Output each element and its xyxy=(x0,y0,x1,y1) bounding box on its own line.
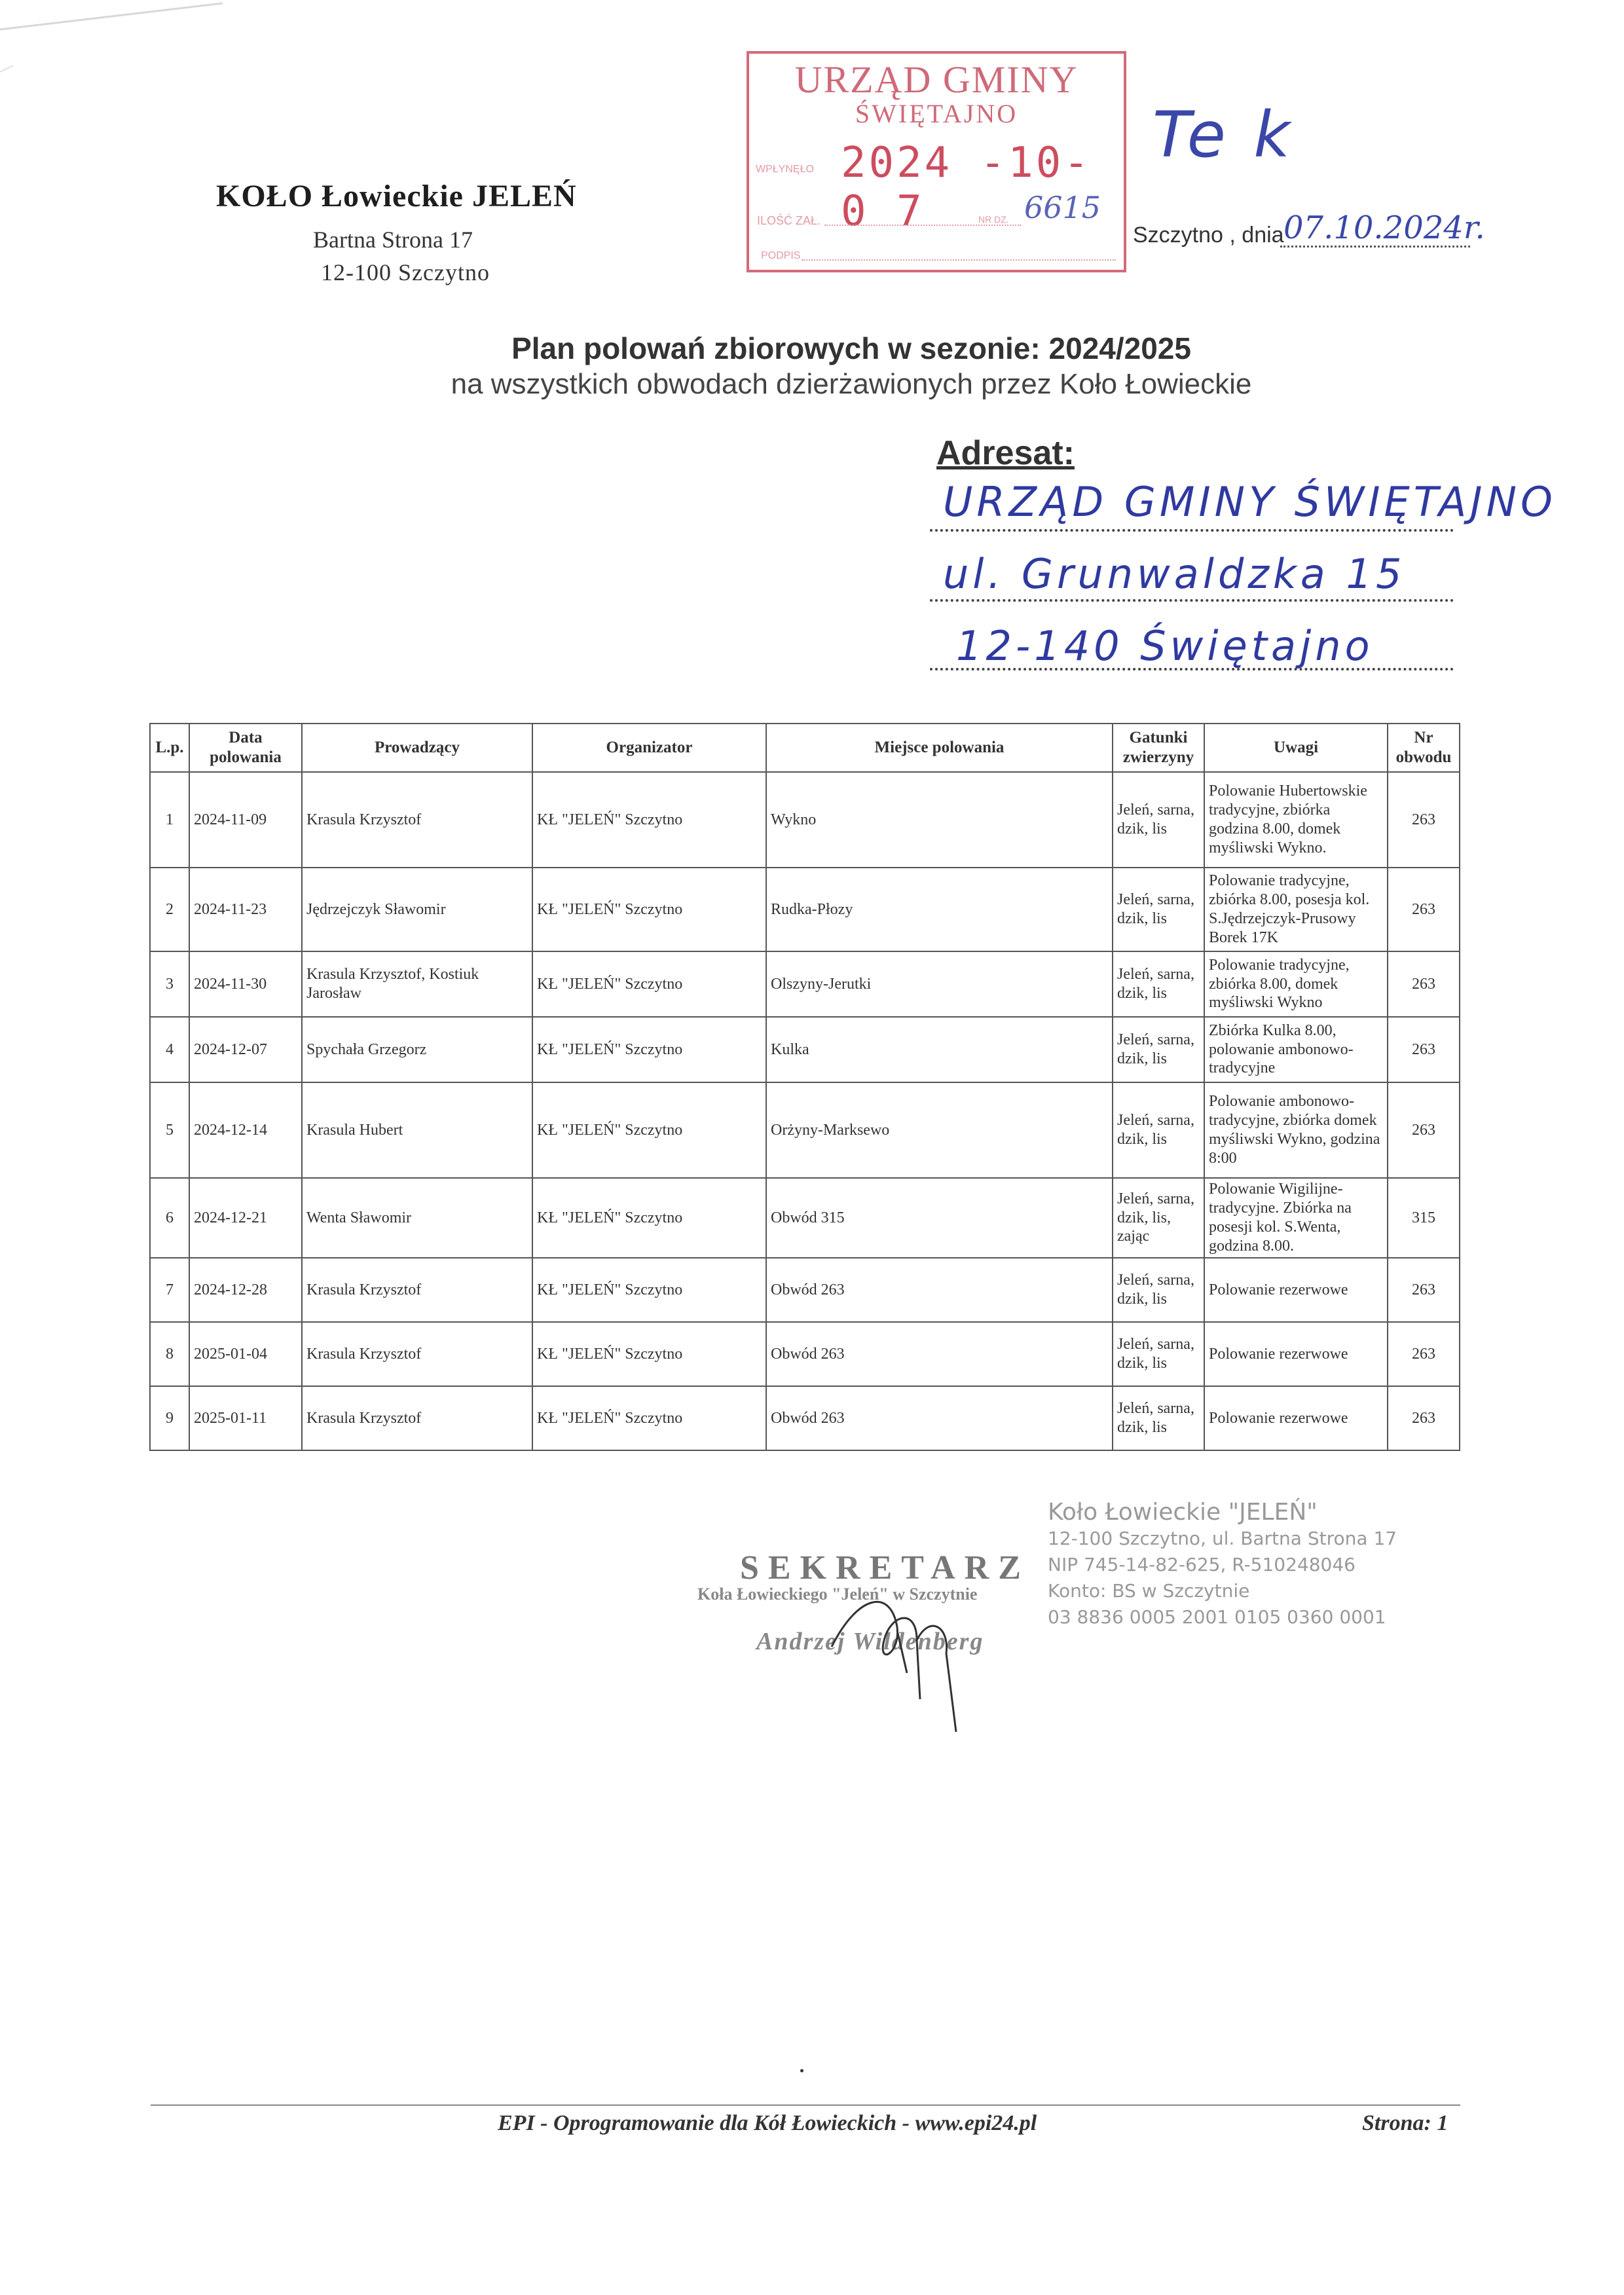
stamp-signature-label: PODPIS xyxy=(761,250,801,261)
cell-organizer: KŁ "JELEŃ" Szczytno xyxy=(532,868,766,951)
handwritten-reference: Te k xyxy=(1153,98,1294,172)
table-row xyxy=(150,951,1460,1017)
cell-notes: Polowanie rezerwowe xyxy=(1204,1322,1388,1386)
cell-species: Jeleń, sarna, dzik, lis xyxy=(1113,951,1204,1017)
stamp-number-label: NR DZ. xyxy=(978,214,1009,225)
header-date: Data polowania xyxy=(189,724,302,772)
cell-place: Obwód 263 xyxy=(766,1322,1113,1386)
cell-leader: Krasula Hubert xyxy=(302,1082,532,1178)
header-species: Gatunki zwierzyny xyxy=(1113,724,1204,772)
cell-species: Jeleń, sarna, dzik, lis xyxy=(1113,1017,1204,1082)
cell-district: 263 xyxy=(1388,772,1460,868)
document-subtitle: na wszystkich obwodach dzierżawionych przez Koło Łowieckie xyxy=(451,368,1252,400)
cell-organizer: KŁ "JELEŃ" Szczytno xyxy=(532,1017,766,1082)
cell-lp: 1 xyxy=(150,772,189,868)
cell-lp: 6 xyxy=(150,1178,189,1258)
cell-organizer: KŁ "JELEŃ" Szczytno xyxy=(532,1178,766,1258)
cell-date: 2024-11-09 xyxy=(189,772,302,868)
cell-organizer: KŁ "JELEŃ" Szczytno xyxy=(532,1082,766,1178)
table-row xyxy=(150,772,1460,868)
club-stamp-nip: NIP 745-14-82-625, R-510248046 xyxy=(1048,1554,1356,1575)
cell-notes: Polowanie rezerwowe xyxy=(1204,1386,1388,1450)
club-stamp-name: Koło Łowieckie "JELEŃ" xyxy=(1048,1499,1318,1526)
cell-date: 2024-12-21 xyxy=(189,1178,302,1258)
club-name: KOŁO Łowieckie JELEŃ xyxy=(216,179,577,213)
cell-species: Jeleń, sarna, dzik, lis xyxy=(1113,868,1204,951)
header-district: Nr obwodu xyxy=(1388,724,1460,772)
club-street: Bartna Strona 17 xyxy=(313,227,473,253)
cell-notes: Polowanie rezerwowe xyxy=(1204,1258,1388,1322)
cell-notes: Polowanie Hubertowskie tradycyjne, zbiórka godzina 8.00, domek myśliwski Wykno. xyxy=(1204,772,1388,868)
cell-leader: Jędrzejczyk Sławomir xyxy=(302,868,532,951)
addressee-dotted-line-3 xyxy=(930,668,1454,670)
cell-date: 2025-01-04 xyxy=(189,1322,302,1386)
addressee-line-3: 12-140 Świętajno xyxy=(956,622,1374,670)
cell-place: Obwód 315 xyxy=(766,1178,1113,1258)
scan-dot xyxy=(800,2069,803,2072)
cell-notes: Polowanie tradycyjne, zbiórka 8.00, domek myśliwski Wykno xyxy=(1204,951,1388,1017)
stamp-office-name: URZĄD GMINY xyxy=(794,58,1079,101)
cell-leader: Spychała Grzegorz xyxy=(302,1017,532,1082)
table-row xyxy=(150,1178,1460,1258)
addressee-dotted-line-2 xyxy=(930,599,1454,602)
club-stamp-account: 03 8836 0005 2001 0105 0360 0001 xyxy=(1048,1606,1386,1628)
cell-lp: 9 xyxy=(150,1386,189,1450)
cell-leader: Krasula Krzysztof xyxy=(302,1258,532,1322)
stamp-signature-line xyxy=(802,254,1116,261)
club-stamp-address: 12-100 Szczytno, ul. Bartna Strona 17 xyxy=(1048,1528,1397,1549)
cell-notes: Polowanie tradycyjne, zbiórka 8.00, posesja kol. S.Jędrzejczyk-Prusowy Borek 17K xyxy=(1204,868,1388,951)
cell-species: Jeleń, sarna, dzik, lis xyxy=(1113,1322,1204,1386)
table-row xyxy=(150,1258,1460,1322)
table-row xyxy=(150,1082,1460,1178)
header-lp: L.p. xyxy=(150,724,189,772)
stamp-number-value: 6615 xyxy=(1024,190,1101,225)
cell-district: 263 xyxy=(1388,1386,1460,1450)
cell-organizer: KŁ "JELEŃ" Szczytno xyxy=(532,1386,766,1450)
cell-lp: 7 xyxy=(150,1258,189,1322)
table-row xyxy=(150,1386,1460,1450)
cell-notes: Polowanie Wigilijne-tradycyjne. Zbiórka na posesji kol. S.Wenta, godzina 8.00. xyxy=(1204,1178,1388,1258)
club-stamp xyxy=(1048,1499,1414,1630)
cell-notes: Zbiórka Kulka 8.00, polowanie ambonowo-tradycyjne xyxy=(1204,1017,1388,1082)
cell-lp: 8 xyxy=(150,1322,189,1386)
cell-lp: 4 xyxy=(150,1017,189,1082)
club-city: 12-100 Szczytno xyxy=(321,259,490,285)
cell-lp: 3 xyxy=(150,951,189,1017)
cell-species: Jeleń, sarna, dzik, lis xyxy=(1113,1082,1204,1178)
place-date-value: 07.10.2024r. xyxy=(1283,210,1485,246)
stamp-attachments-label: ILOŚĆ ZAŁ. xyxy=(757,214,821,227)
cell-date: 2024-12-28 xyxy=(189,1258,302,1322)
cell-organizer: KŁ "JELEŃ" Szczytno xyxy=(532,772,766,868)
footer-software-note: EPI - Oprogramowanie dla Kół Łowieckich - www.epi24.pl xyxy=(498,2111,1037,2135)
cell-notes: Polowanie ambonowo-tradycyjne, zbiórka domek myśliwski Wykno, godzina 8:00 xyxy=(1204,1082,1388,1178)
header-organizer: Organizator xyxy=(532,724,766,772)
cell-organizer: KŁ "JELEŃ" Szczytno xyxy=(532,1322,766,1386)
scan-streak xyxy=(0,0,236,79)
secretary-stamp-name: Andrzej Wildenberg xyxy=(756,1628,984,1655)
cell-district: 315 xyxy=(1388,1178,1460,1258)
hunt-plan-table xyxy=(149,723,1460,1451)
cell-district: 263 xyxy=(1388,951,1460,1017)
cell-place: Kulka xyxy=(766,1017,1113,1082)
header-leader: Prowadzący xyxy=(302,724,532,772)
cell-place: Rudka-Płozy xyxy=(766,868,1113,951)
table-row xyxy=(150,1017,1460,1082)
document-title: Plan polowań zbiorowych w sezonie: 2024/2025 xyxy=(511,331,1191,365)
cell-district: 263 xyxy=(1388,1258,1460,1322)
addressee-line-1: URZĄD GMINY ŚWIĘTAJNO xyxy=(943,478,1557,526)
cell-leader: Krasula Krzysztof xyxy=(302,1386,532,1450)
table-row xyxy=(150,868,1460,951)
cell-district: 263 xyxy=(1388,1017,1460,1082)
cell-place: Obwód 263 xyxy=(766,1258,1113,1322)
cell-place: Orżyny-Marksewo xyxy=(766,1082,1113,1178)
header-place: Miejsce polowania xyxy=(766,724,1113,772)
secretary-stamp-club: Koła Łowieckiego "Jeleń" w Szczytnie xyxy=(697,1585,978,1604)
cell-place: Obwód 263 xyxy=(766,1386,1113,1450)
cell-species: Jeleń, sarna, dzik, lis xyxy=(1113,1386,1204,1450)
cell-place: Wykno xyxy=(766,772,1113,868)
cell-date: 2024-11-23 xyxy=(189,868,302,951)
stamp-received-label: WPŁYNĘŁO xyxy=(756,164,814,175)
cell-place: Olszyny-Jerutki xyxy=(766,951,1113,1017)
stamp-received-date: 2024 -10- 0 7 xyxy=(841,139,1092,236)
cell-leader: Krasula Krzysztof xyxy=(302,772,532,868)
cell-district: 263 xyxy=(1388,868,1460,951)
cell-date: 2024-12-07 xyxy=(189,1017,302,1082)
place-date-line xyxy=(1280,246,1470,248)
handwritten-signature xyxy=(819,1568,989,1738)
cell-leader: Krasula Krzysztof xyxy=(302,1322,532,1386)
header-notes: Uwagi xyxy=(1204,724,1388,772)
cell-organizer: KŁ "JELEŃ" Szczytno xyxy=(532,1258,766,1322)
cell-organizer: KŁ "JELEŃ" Szczytno xyxy=(532,951,766,1017)
table-header-row xyxy=(150,724,1460,772)
footer-page-number: Strona: 1 xyxy=(1362,2111,1449,2135)
cell-leader: Wenta Sławomir xyxy=(302,1178,532,1258)
secretary-stamp-title: SEKRETARZ xyxy=(740,1549,1030,1587)
addressee-line-2: ul. Grunwaldzka 15 xyxy=(943,550,1406,598)
place-date-label: Szczytno , dnia xyxy=(1133,223,1284,248)
registry-stamp xyxy=(747,51,1126,272)
cell-species: Jeleń, sarna, dzik, lis xyxy=(1113,1258,1204,1322)
addressee-label: Adresat: xyxy=(936,434,1075,472)
footer-rule xyxy=(151,2104,1460,2106)
cell-lp: 2 xyxy=(150,868,189,951)
cell-lp: 5 xyxy=(150,1082,189,1178)
cell-leader: Krasula Krzysztof, Kostiuk Jarosław xyxy=(302,951,532,1017)
cell-species: Jeleń, sarna, dzik, lis xyxy=(1113,772,1204,868)
cell-date: 2025-01-11 xyxy=(189,1386,302,1450)
club-stamp-bank: Konto: BS w Szczytnie xyxy=(1048,1580,1250,1602)
table-row xyxy=(150,1322,1460,1386)
cell-species: Jeleń, sarna, dzik, lis, zając xyxy=(1113,1178,1204,1258)
cell-date: 2024-11-30 xyxy=(189,951,302,1017)
cell-date: 2024-12-14 xyxy=(189,1082,302,1178)
cell-district: 263 xyxy=(1388,1082,1460,1178)
stamp-office-location: ŚWIĘTAJNO xyxy=(855,99,1018,128)
cell-district: 263 xyxy=(1388,1322,1460,1386)
addressee-dotted-line-1 xyxy=(930,529,1454,532)
table-body xyxy=(150,772,1460,1450)
